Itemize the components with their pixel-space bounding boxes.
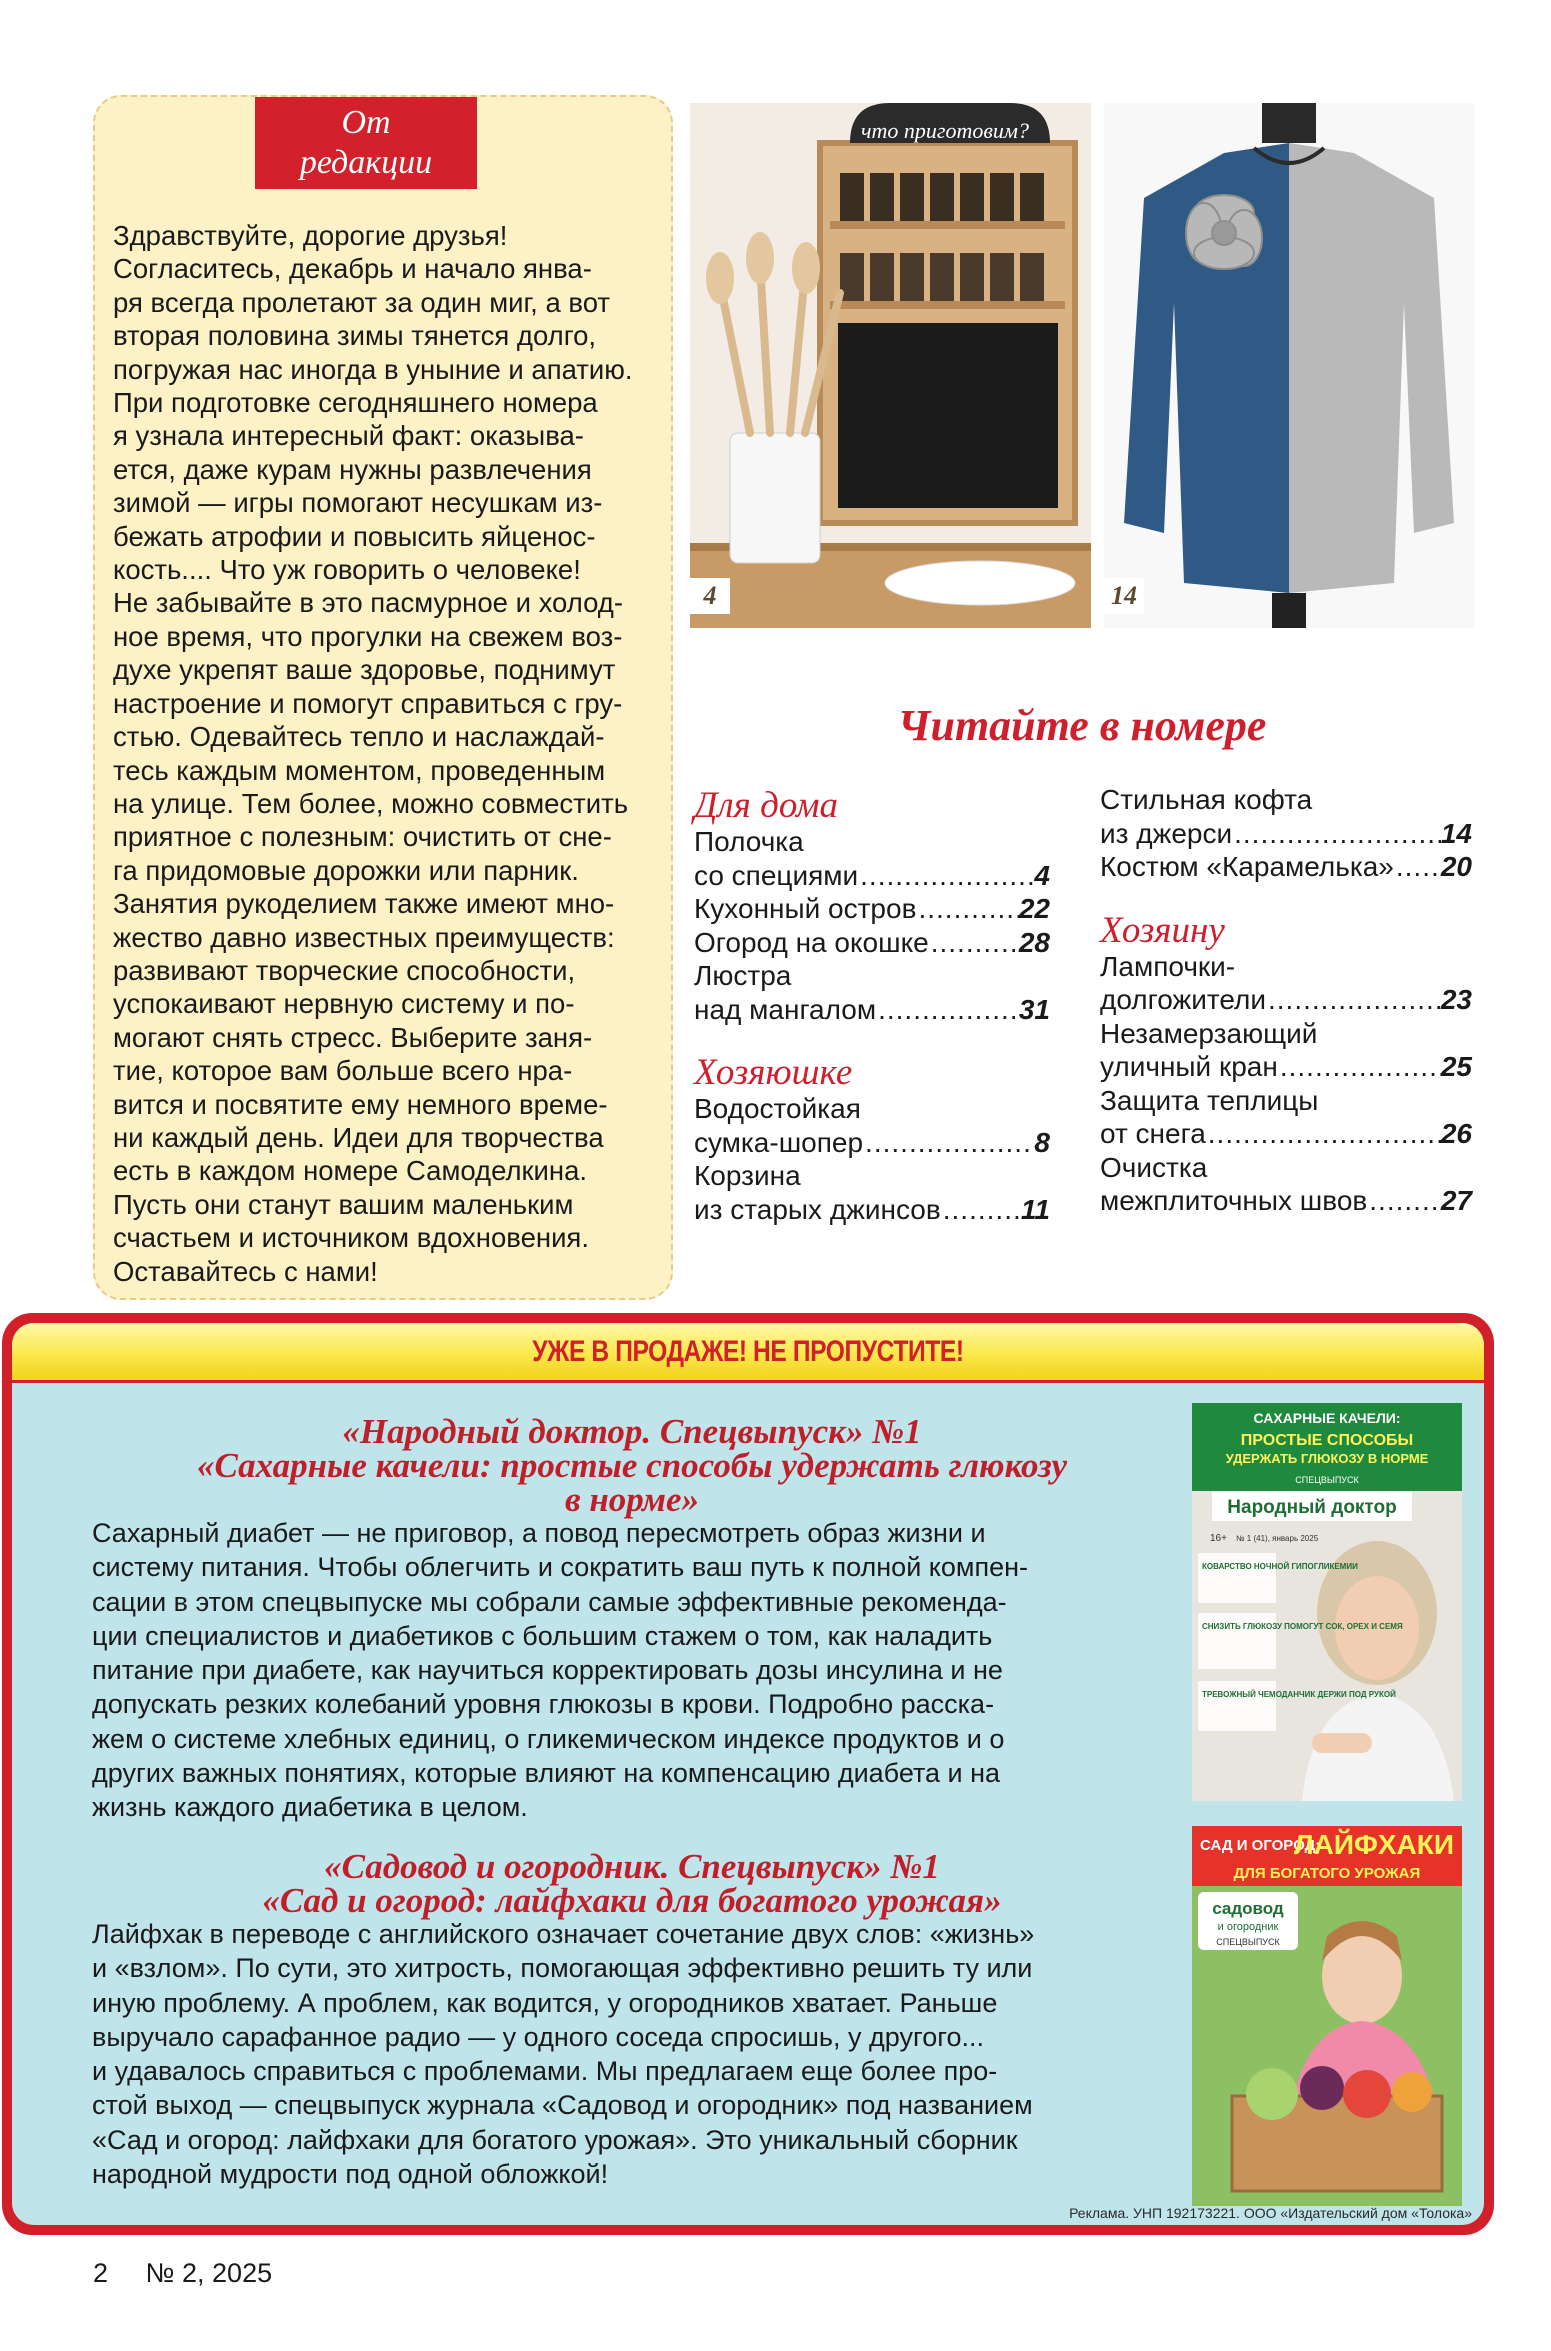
editorial-line: Пусть они станут вашим маленьким bbox=[113, 1188, 574, 1220]
promo-item2-body-line: и «взлом». По сути, это хитрость, помогающая эффективно решить ту или bbox=[92, 1953, 1033, 1984]
contents-leader-dots bbox=[916, 892, 1018, 926]
contents-entry bbox=[694, 825, 1050, 859]
contents-page-number: 4 bbox=[1034, 859, 1050, 891]
contents-section-heading: Хозяину bbox=[1100, 909, 1225, 951]
contents-entry-title: Водостойкая bbox=[694, 1093, 861, 1124]
sweater-page-number: 14 bbox=[1104, 578, 1144, 614]
contents-leader-dots bbox=[1394, 850, 1441, 884]
contents-entry-title: Костюм «Карамелька» bbox=[1100, 851, 1394, 882]
cover-doctor-bullet2: СНИЗИТЬ ГЛЮКОЗУ ПОМОГУТ СОК, ОРЕХ И СЕМЯ bbox=[1202, 1622, 1403, 1631]
contents-entry-title: из старых джинсов bbox=[694, 1193, 941, 1225]
contents-right-column bbox=[1100, 783, 1472, 1218]
contents-entry-title: Незамерзающий bbox=[1100, 1017, 1318, 1049]
cover-sadovod bbox=[1192, 1826, 1462, 2206]
contents-leader-dots bbox=[876, 993, 1019, 1027]
contents-entry bbox=[694, 993, 1050, 1027]
contents-left-column bbox=[694, 783, 1050, 1226]
contents-entry-title: Люстра bbox=[694, 960, 792, 991]
promo-item2-body-line: выручало сарафанное радио — у одного соседа спросишь, у другого... bbox=[92, 2021, 985, 2052]
cover-doctor-bullet3: ТРЕВОЖНЫЙ ЧЕМОДАНЧИК ДЕРЖИ ПОД РУКОЙ bbox=[1202, 1690, 1396, 1699]
contents-entry bbox=[694, 1126, 1050, 1160]
contents-entry-title: Корзина bbox=[694, 1160, 801, 1191]
contents-entry bbox=[694, 1092, 1050, 1126]
editorial-line: развивают творческие способности, bbox=[113, 954, 576, 986]
contents-entry bbox=[1100, 817, 1472, 851]
promo-item1-body-line: жем о системе хлебных единиц, о гликемическом индексе продуктов и о bbox=[92, 1723, 1005, 1754]
editorial-line: га придомовые дорожки или парник. bbox=[113, 854, 579, 886]
editorial-line: стью. Одевайтесь тепло и наслаждай- bbox=[113, 721, 605, 753]
cover-doctor-bullet1: КОВАРСТВО НОЧНОЙ ГИПОГЛИКЕМИИ bbox=[1202, 1562, 1358, 1571]
editorial-line: Занятия рукоделием также имеют мно- bbox=[113, 888, 615, 920]
page-number: 2 bbox=[93, 2258, 109, 2288]
spice-shelf-illustration bbox=[690, 103, 1091, 628]
contents-entry bbox=[1100, 1117, 1472, 1151]
contents-entry-title: со специями bbox=[694, 859, 859, 891]
contents-entry-title: Лампочки- bbox=[1100, 950, 1236, 982]
contents-entry bbox=[694, 1193, 1050, 1227]
promo-item1-title-line: «Народный доктор. Спецвыпуск» №1 bbox=[342, 1412, 922, 1451]
contents-leader-dots bbox=[929, 926, 1019, 960]
cover-doctor-issue: № 1 (41), январь 2025 bbox=[1236, 1534, 1319, 1543]
contents-entry bbox=[1100, 983, 1472, 1017]
sweater-illustration bbox=[1104, 103, 1474, 628]
cover-doctor-headline1: САХАРНЫЕ КАЧЕЛИ: bbox=[1253, 1410, 1401, 1426]
editorial-line: При подготовке сегодняшнего номера bbox=[113, 387, 598, 419]
contents-page-number: 20 bbox=[1440, 851, 1472, 882]
contents-entry bbox=[1100, 1084, 1472, 1118]
promo-item2-body-line: стой выход — спецвыпуск журнала «Садовод и огородник» под названием bbox=[92, 2090, 1033, 2121]
contents-page-number: 23 bbox=[1440, 984, 1472, 1015]
editorial-line: могают снять стресс. Выберите заня- bbox=[113, 1021, 593, 1053]
promo-item1-body-line: жизнь каждого диабетика в целом. bbox=[92, 1792, 528, 1823]
promo-item1-body-line: Сахарный диабет — не приговор, а повод пересмотреть образ жизни и bbox=[92, 1518, 986, 1548]
editorial-badge bbox=[255, 97, 477, 189]
contents-leader-dots bbox=[858, 859, 1034, 893]
contents-page-number: 27 bbox=[1440, 1185, 1472, 1216]
promo-item2-title-line: «Садовод и огородник. Спецвыпуск» №1 bbox=[324, 1847, 940, 1886]
cover-garden-special: СПЕЦВЫПУСК bbox=[1216, 1937, 1280, 1947]
contents-entry bbox=[694, 1159, 1050, 1193]
editorial-line: настроение и помогут справиться с гру- bbox=[113, 687, 623, 719]
contents-leader-dots bbox=[1232, 817, 1441, 851]
contents-entry bbox=[1100, 783, 1472, 817]
editorial-badge-line1: От bbox=[341, 104, 391, 141]
promo-item1-title bbox=[102, 1412, 1162, 1519]
contents-entry-title: уличный кран bbox=[1100, 1051, 1278, 1082]
contents-entry-title: межплиточных швов bbox=[1100, 1185, 1368, 1216]
contents-page-number: 31 bbox=[1018, 993, 1050, 1025]
contents-entry-title: от снега bbox=[1100, 1118, 1206, 1149]
shelf-chalk-label: что приготовим? bbox=[861, 118, 1029, 143]
contents-entry bbox=[1100, 850, 1472, 884]
editorial-line: вится и посвятите ему немного време- bbox=[113, 1088, 608, 1120]
page-footer bbox=[93, 2258, 272, 2289]
editorial-line: успокаивают нервную систему и по- bbox=[113, 988, 575, 1020]
promo-item1-body-line: допускать резких колебаний уровня глюкозы в крови. Подробно расска- bbox=[92, 1689, 995, 1720]
contents-leader-dots bbox=[1266, 983, 1441, 1017]
contents-entry bbox=[694, 859, 1050, 893]
editorial-line: я узнала интересный факт: оказыва- bbox=[113, 420, 584, 452]
cover-doctor-age: 16+ bbox=[1210, 1533, 1227, 1544]
promo-item2-body-line: народной мудрости под одной обложкой! bbox=[92, 2159, 609, 2190]
promo-box bbox=[2, 1313, 1494, 2235]
editorial-line: ется, даже курам нужны развлечения bbox=[113, 453, 592, 485]
cover-doctor-brand: Народный доктор bbox=[1227, 1497, 1397, 1518]
editorial-line: Здравствуйте, дорогие друзья! bbox=[113, 220, 508, 251]
contents-page-number: 25 bbox=[1440, 1051, 1472, 1082]
contents-entry-title: Огород на окошке bbox=[694, 926, 929, 958]
contents-entry bbox=[1100, 1017, 1472, 1051]
contents-leader-dots bbox=[1278, 1050, 1441, 1084]
editorial-line: ное время, что прогулки на свежем воз- bbox=[113, 620, 623, 652]
editorial-line: Оставайтесь с нами! bbox=[113, 1255, 378, 1287]
promo-item2-body-line: Лайфхак в переводе с английского означает сочетание двух слов: «жизнь» bbox=[92, 1919, 1035, 1949]
promo-item1-body-line: других важных понятиях, которые влияют на компенсацию диабета и на bbox=[92, 1758, 1001, 1789]
cover-garden-headline2: ЛАЙФХАКИ bbox=[1293, 1829, 1454, 1860]
contents-entry bbox=[1100, 950, 1472, 984]
editorial-line: счастьем и источником вдохновения. bbox=[113, 1222, 589, 1254]
cover-doctor-headline3: УДЕРЖАТЬ ГЛЮКОЗУ В НОРМЕ bbox=[1225, 1451, 1429, 1466]
contents-page-number: 26 bbox=[1440, 1118, 1472, 1149]
contents-entry-title: Кухонный остров bbox=[694, 893, 917, 924]
promo-item1-body-line: питание при диабете, как научиться корректировать дозы инсулина и не bbox=[92, 1655, 1003, 1686]
editorial-line: ря всегда пролетают за один миг, а вот bbox=[113, 286, 610, 318]
promo-item1-body-line: сации в этом спецвыпуске мы собрали самые эффективные рекоменда- bbox=[92, 1586, 1007, 1617]
editorial-line: на улице. Тем более, можно совместить bbox=[113, 787, 629, 819]
promo-inner bbox=[12, 1323, 1484, 2225]
cover-doctor-headline2: ПРОСТЫЕ СПОСОБЫ bbox=[1240, 1432, 1414, 1449]
contents-entry-title: из джерси bbox=[1100, 817, 1233, 849]
contents-entry-title: Стильная кофта bbox=[1100, 784, 1313, 815]
editorial-box bbox=[93, 95, 673, 1300]
editorial-text bbox=[113, 219, 665, 1288]
contents-entry-title: долгожители bbox=[1100, 984, 1266, 1015]
cover-garden-headline1: САД И ОГОРОД: bbox=[1200, 1837, 1321, 1854]
contents-entry bbox=[1100, 1151, 1472, 1185]
cover-narodny-doktor bbox=[1192, 1403, 1462, 1801]
promo-item2-body-line: иную проблему. А проблем, как водится, у огородников хватает. Раньше bbox=[92, 1987, 998, 2018]
promo-item1-body-line: ции специалистов и диабетиков с большим стажем о том, как наладить bbox=[92, 1620, 993, 1651]
promo-item2-title-line: «Сад и огород: лайфхаки для богатого урожая» bbox=[262, 1881, 1002, 1920]
promo-item2-body-line: «Сад и огород: лайфхаки для богатого урожая». Это уникальный сборник bbox=[92, 2124, 1018, 2155]
contents-page-number: 11 bbox=[1020, 1193, 1050, 1225]
contents-entry-title: Полочка bbox=[694, 826, 804, 857]
editorial-line: ни каждый день. Идеи для творчества bbox=[113, 1121, 604, 1153]
spice-shelf-photo bbox=[690, 103, 1091, 628]
contents-leader-dots bbox=[1206, 1117, 1441, 1151]
cover-garden-illustration bbox=[1192, 1826, 1462, 2206]
editorial-line: погружая нас иногда в уныние и апатию. bbox=[113, 353, 633, 385]
contents-page-number: 22 bbox=[1018, 893, 1050, 924]
advertising-note: Реклама. УНП 192173221. ООО «Издательский дом «Толока» bbox=[1069, 2205, 1472, 2221]
promo-item1-title-line: в норме» bbox=[564, 1480, 700, 1519]
contents-section-heading: Для дома bbox=[694, 785, 839, 826]
contents-leader-dots bbox=[863, 1126, 1034, 1160]
contents-page-number: 28 bbox=[1018, 926, 1050, 958]
editorial-line: Не забывайте в это пасмурное и холод- bbox=[113, 587, 623, 619]
contents-entry bbox=[694, 892, 1050, 926]
cover-doctor-illustration bbox=[1192, 1403, 1462, 1801]
editorial-badge-line2: редакции bbox=[299, 144, 433, 181]
promo-item2-title bbox=[102, 1847, 1162, 1920]
editorial-line: духе укрепят ваше здоровье, поднимут bbox=[113, 654, 616, 686]
contents-entry-title: Защита теплицы bbox=[1100, 1084, 1319, 1116]
editorial-line: зимой — игры помогают несушкам из- bbox=[113, 487, 603, 519]
contents-page-number: 14 bbox=[1440, 817, 1472, 849]
promo-item1-body-line: систему питания. Чтобы облегчить и сократить ваш путь к полной компен- bbox=[92, 1552, 1029, 1583]
editorial-line: бежать атрофии и повысить яйценос- bbox=[113, 520, 596, 552]
promo-banner-text: УЖЕ В ПРОДАЖЕ! НЕ ПРОПУСТИТЕ! bbox=[532, 1335, 964, 1368]
editorial-line: тесь каждым моментом, проведенным bbox=[113, 754, 606, 786]
cover-doctor-special: СПЕЦВЫПУСК bbox=[1295, 1475, 1359, 1485]
cover-garden-brand2: и огородник bbox=[1217, 1921, 1279, 1933]
promo-item1-title-line: «Сахарные качели: простые способы удержать глюкозу bbox=[196, 1446, 1067, 1485]
editorial-line: кость.... Что уж говорить о человеке! bbox=[113, 554, 581, 586]
promo-banner bbox=[12, 1323, 1484, 1383]
contents-entry bbox=[1100, 1050, 1472, 1084]
contents-entry-title: сумка-шопер bbox=[694, 1126, 864, 1158]
editorial-line: тие, которое вам больше всего нра- bbox=[113, 1055, 573, 1087]
promo-item2-body bbox=[92, 1917, 1192, 2191]
promo-item2-body-line: и удавалось справиться с проблемами. Мы предлагаем еще более про- bbox=[92, 2056, 998, 2087]
contents-leader-dots bbox=[941, 1193, 1021, 1227]
editorial-line: приятное с полезным: очистить от сне- bbox=[113, 821, 612, 853]
editorial-line: жество давно известных преимуществ: bbox=[113, 921, 615, 953]
contents-section-heading: Хозяюшке bbox=[694, 1052, 853, 1093]
spice-shelf-page-number: 4 bbox=[690, 578, 730, 614]
contents-title: Читайте в номере bbox=[897, 701, 1267, 750]
contents-entry-title: над мангалом bbox=[694, 993, 877, 1025]
cover-garden-headline3: ДЛЯ БОГАТОГО УРОЖАЯ bbox=[1233, 1865, 1421, 1882]
contents-entry bbox=[1100, 1184, 1472, 1218]
editorial-line: вторая половина зимы тянется долго, bbox=[113, 320, 597, 352]
contents-page-number: 8 bbox=[1034, 1126, 1050, 1158]
contents-entry bbox=[694, 926, 1050, 960]
editorial-line: есть в каждом номере Самоделкина. bbox=[113, 1155, 588, 1187]
contents-leader-dots bbox=[1367, 1184, 1441, 1218]
issue-number: № 2, 2025 bbox=[145, 2258, 273, 2288]
sweater-photo bbox=[1104, 103, 1474, 628]
editorial-line: Согласитесь, декабрь и начало янва- bbox=[113, 253, 592, 285]
contents-entry bbox=[694, 959, 1050, 993]
contents-entry-title: Очистка bbox=[1100, 1151, 1208, 1183]
promo-item1-body bbox=[92, 1516, 1192, 1825]
cover-garden-brand1: садовод bbox=[1212, 1899, 1284, 1918]
